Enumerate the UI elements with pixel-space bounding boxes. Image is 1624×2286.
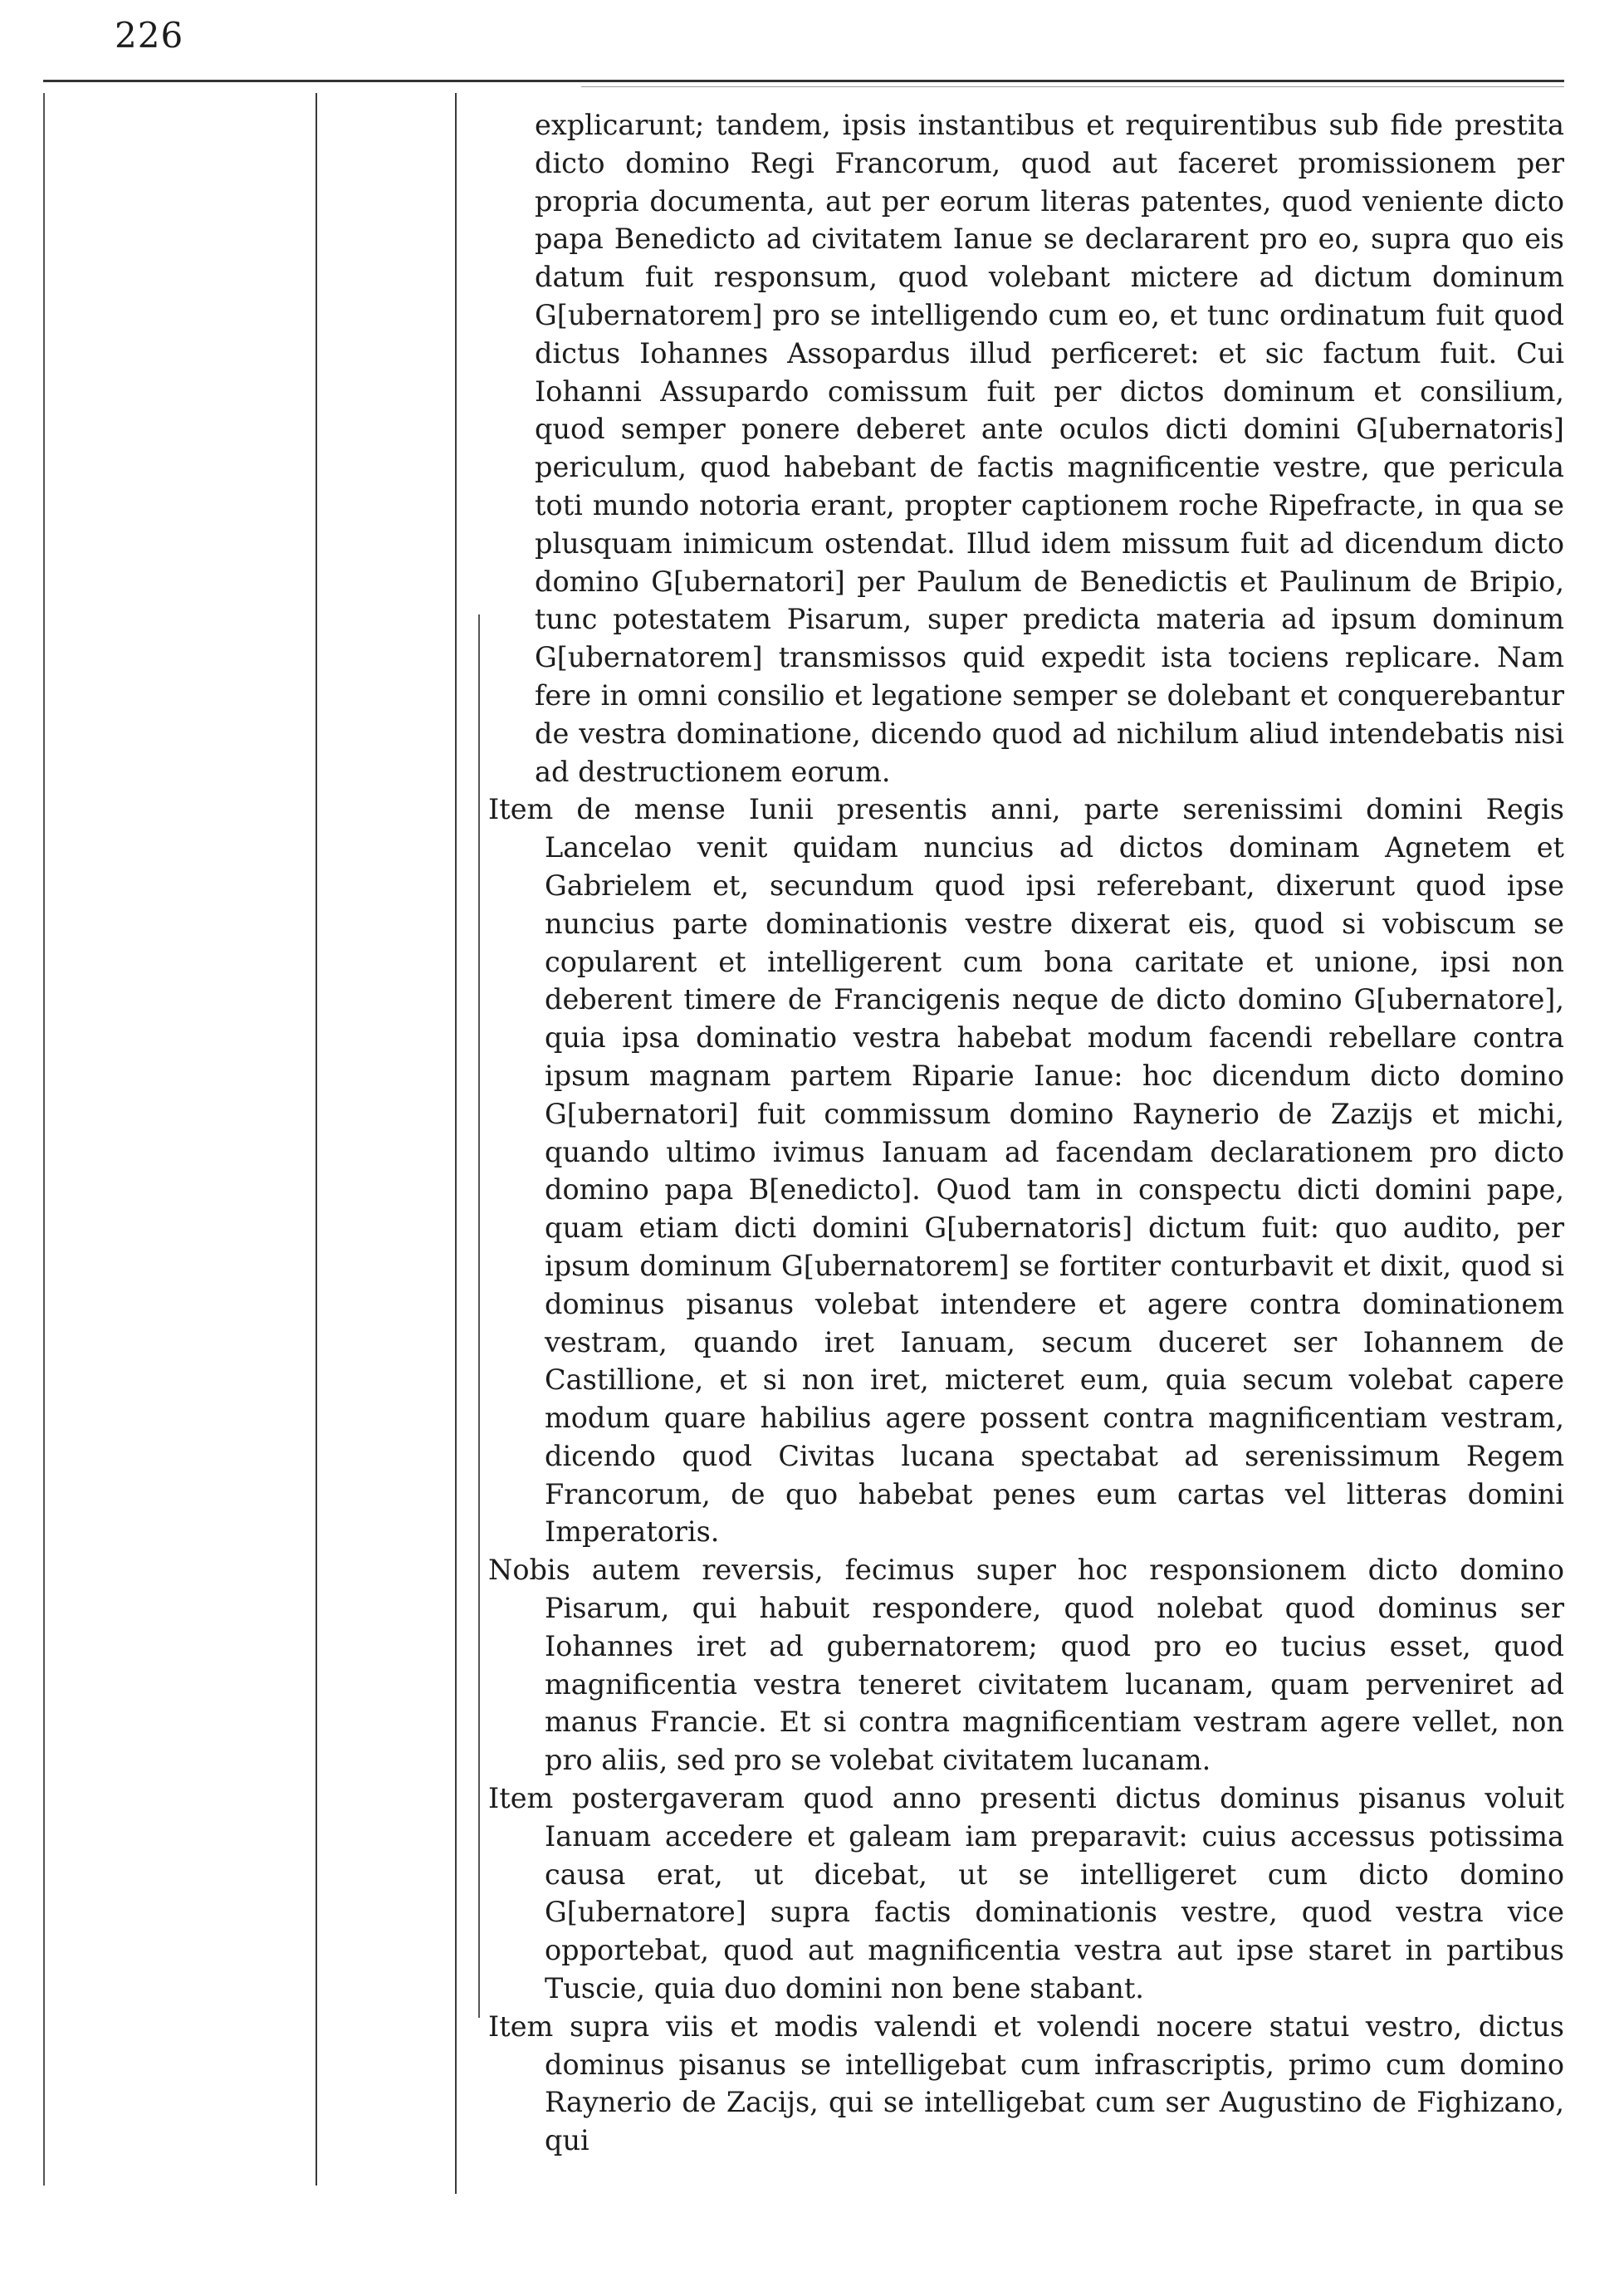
margin-rule-inner: [455, 93, 457, 2194]
paragraph-item-postergaveram: Item postergaveram quod anno presenti dictus dominus pisanus voluit Ianuam accedere et galeam iam preparavit: cuius accessus potissima causa erat, ut dicebat, ut se intelligeret cum dicto domino G[ubernatore] supra factis dominationis vestre, quod vestra vice opportebat, quod aut magnificentia vestra aut ipse staret in partibus Tuscie, quia duo domini non bene stabant.: [488, 1782, 1564, 2005]
margin-rule-outer: [43, 93, 45, 2186]
paragraph-nobis: Nobis autem reversis, fecimus super hoc responsionem dicto domino Pisarum, qui habuit respondere, quod nolebat quod dominus ser Iohannes iret ad gubernatorem; quod pro eo tucius esset, quod magnificentia vestra teneret civitatem lucanam, quam perveniret ad manus Francie. Et si contra magnificentiam vestram agere vellet, non pro aliis, sed pro se volebat civitatem lucanam.: [488, 1554, 1564, 1777]
paragraph-item-june: Item de mense Iunii presentis anni, parte serenissimi domini Regis Lancelao venit quidam nuncius ad dictos dominam Agnetem et Gabrielem et, secundum quod ipsi referebant, dixerunt quod ipse nuncius parte dominationis vestre dixerat eis, quod si vobiscum se copularent et intelligerent cum bona caritate et unione, ipsi non deberent timere de Francigenis neque de dicto domino G[ubernatore], quia ipsa dominatio vestra habebat modum facendi rebellare contra ipsum magnam partem Riparie Ianue: hoc dicendum dicto domino G[ubernatori] fuit commissum domino Raynerio de Zazijs et michi, quando ultimo ivimus Ianuam ad facendam declarationem pro dicto domino papa B[enedicto]. Quod tam in conspectu dicti domini pape, quam etiam dicti domini G[ubernatoris] dictum fuit: quo audito, per ipsum dominum G[ubernatorem] se fortiter conturbavit et dixit, quod si dominus pisanus volebat intendere et agere contra dominationem vestram, quando iret Ianuam, secum duceret ser Iohannem de Castillione, et si non iret, micteret eum, quia secum volebat capere modum quare habilius agere possent contra magnificentiam vestram, dicendo quod Civitas lucana spectabat ad serenissimum Regem Francorum, de quo habebat penes eum cartas vel litteras domini Imperatoris.: [488, 793, 1564, 1549]
header-rule-secondary: [581, 86, 1564, 87]
body-text: [488, 106, 1564, 2199]
paragraph-item-supra-viis: Item supra viis et modis valendi et volendi nocere statui vestro, dictus dominus pisanus se intelligebat cum infrascriptis, primo cum domino Raynerio de Zacijs, qui se intelligebat cum ser Augustino de Fighizano, qui: [488, 2009, 1564, 2157]
page-number: 226: [115, 15, 184, 56]
margin-rule-text: [478, 614, 480, 2018]
paragraph-continuation: explicarunt; tandem, ipsis instantibus et requirentibus sub fide prestita dicto domino Regi Francorum, quod aut faceret promissionem per propria documenta, aut per eorum literas patentes, quod veniente dicto papa Benedicto ad civitatem Ianue se declararent pro eo, supra quo eis datum fuit responsum, quod volebant mictere ad dictum dominum G[ubernatorem] pro se intelligendo cum eo, et tunc ordinatum fuit quod dictus Iohannes Assopardus illud perficeret: et sic factum fuit. Cui Iohanni Assupardo comissum fuit per dictos dominum et consilium, quod semper ponere deberet ante oculos dicti domini G[ubernatoris] periculum, quod habebant de factis magnificentie vestre, que pericula toti mundo notoria erant, propter captionem roche Ripefracte, in qua se plusquam inimicum ostendat. Illud idem missum fuit ad dicendum dicto domino G[ubernatori] per Paulum de Benedictis et Paulinum de Bripio, tunc potestatem Pisarum, super predicta materia ad ipsum dominum G[ubernatorem] transmissos quid expedit ista tociens replicare. Nam fere in omni consilio et legatione semper se dolebant et conquerebantur de vestra dominatione, dicendo quod ad nichilum aliud intendebatis nisi ad destructionem eorum.: [535, 109, 1564, 788]
header-rule: [43, 80, 1564, 82]
margin-rule-middle: [316, 93, 317, 2186]
